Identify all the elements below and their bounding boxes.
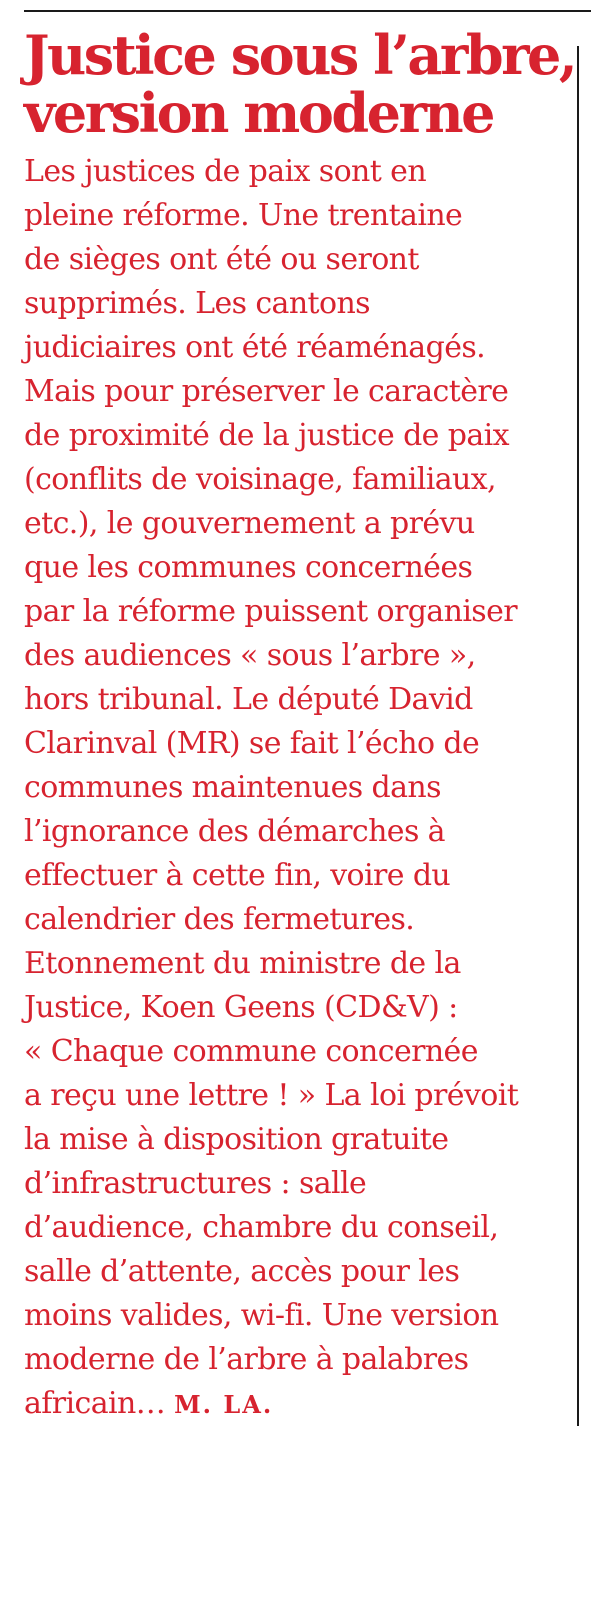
body-line: hors tribunal. Le député David: [24, 682, 473, 717]
body-line: moins valides, wi-fi. Une version: [24, 1298, 499, 1333]
body-line: effectuer à cette fin, voire du: [24, 858, 451, 893]
column-rule: [577, 46, 579, 1426]
body-line: de sièges ont été ou seront: [24, 242, 419, 277]
body-line: d’audience, chambre du conseil,: [24, 1210, 499, 1245]
body-line: calendrier des fermetures.: [24, 902, 415, 937]
body-line: Mais pour préserver le caractère: [24, 374, 509, 409]
article-headline: [24, 23, 576, 145]
body-line: moderne de l’arbre à palabres: [24, 1342, 469, 1377]
article-body: [24, 150, 569, 1427]
body-last-line-text: africain…: [24, 1386, 166, 1421]
body-line: judiciaires ont été réaménagés.: [24, 330, 486, 365]
article: [24, 23, 576, 1427]
body-line: de proximité de la justice de paix: [24, 418, 509, 453]
body-line: la mise à disposition gratuite: [24, 1122, 449, 1157]
body-line: Clarinval (MR) se fait l’écho de: [24, 726, 480, 761]
body-line: d’infrastructures : salle: [24, 1166, 367, 1201]
body-line: que les communes concernées: [24, 550, 473, 585]
body-line: (conflits de voisinage, familiaux,: [24, 462, 496, 497]
body-line: des audiences « sous l’arbre »,: [24, 638, 476, 673]
body-line: Les justices de paix sont en: [24, 154, 427, 189]
body-line: Justice, Koen Geens (CD&V) :: [24, 990, 458, 1025]
body-line: l’ignorance des démarches à: [24, 814, 445, 849]
body-line: a reçu une lettre ! » La loi prévoit: [24, 1078, 519, 1113]
author-signature: M. LA.: [174, 1390, 274, 1419]
body-line: Etonnement du ministre de la: [24, 946, 461, 981]
headline-line: version moderne: [24, 81, 494, 145]
body-line: supprimés. Les cantons: [24, 286, 370, 321]
body-line: « Chaque commune concernée: [24, 1034, 478, 1069]
headline-line: Justice sous l’arbre,: [24, 23, 576, 87]
body-line: communes maintenues dans: [24, 770, 441, 805]
body-line: pleine réforme. Une trentaine: [24, 198, 463, 233]
body-line: par la réforme puissent organiser: [24, 594, 517, 629]
body-line: salle d’attente, accès pour les: [24, 1254, 460, 1289]
body-last-line: [24, 1382, 569, 1427]
body-line: etc.), le gouvernement a prévu: [24, 506, 475, 541]
top-rule: [24, 10, 591, 12]
